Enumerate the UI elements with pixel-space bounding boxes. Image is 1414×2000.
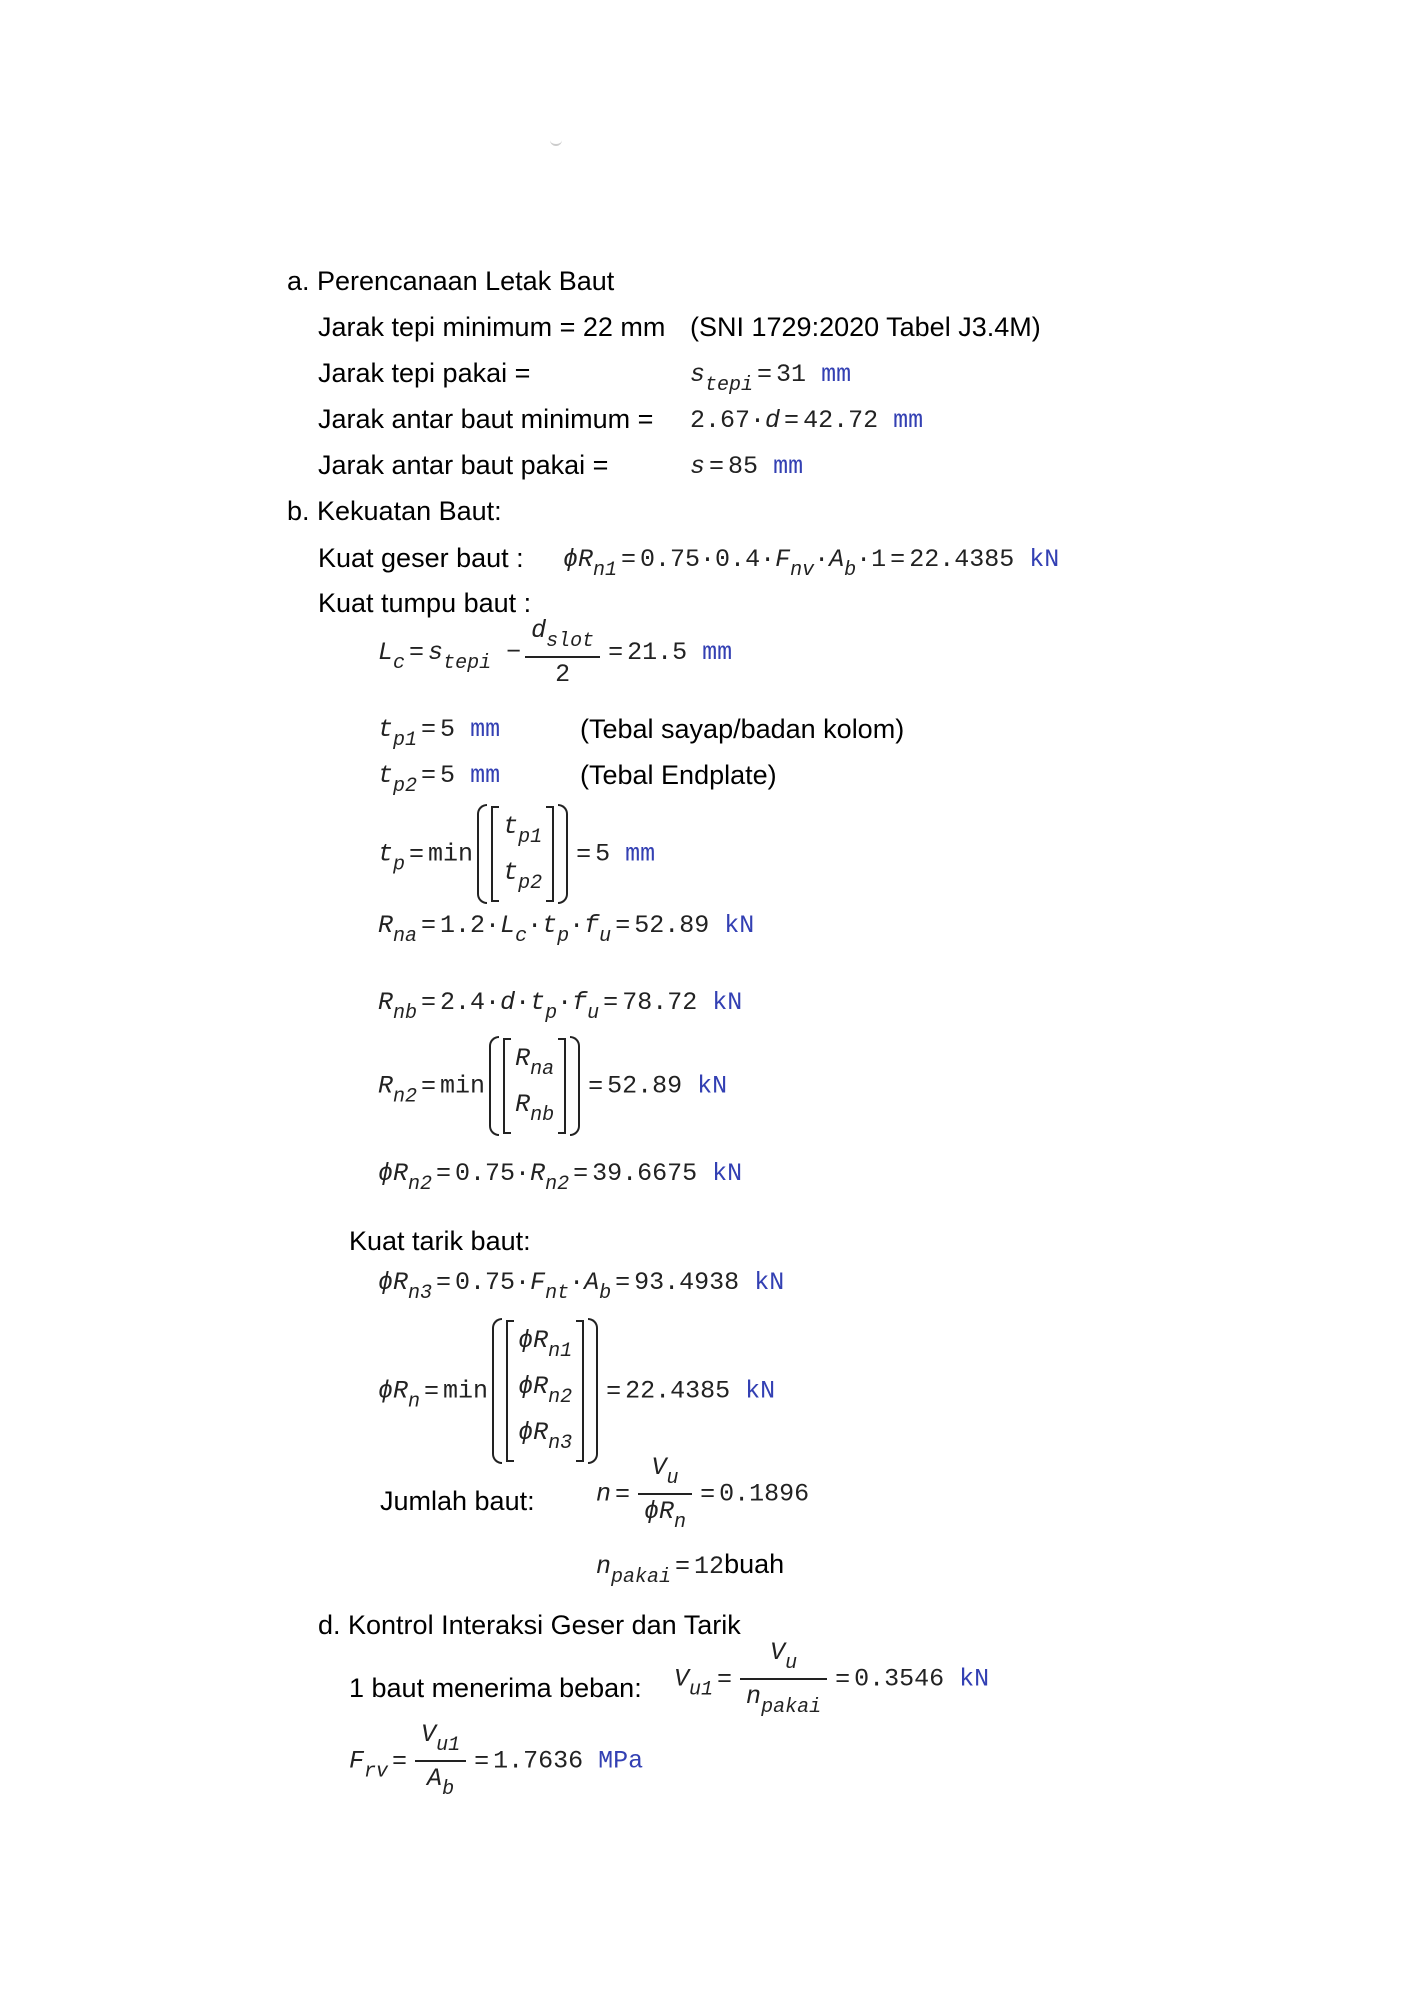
scan-mark [550,140,562,146]
phi-rn-min-formula: $\phi R_n = \min$ $\phi R_{n1}$ $\phi R_{n2}$ $\phi R_{n3}$ = 22.4385 kN [378,1318,775,1464]
jarak-tepi-pakai-label: Jarak tepi pakai = [318,358,531,388]
tp2-note: (Tebal Endplate) [580,760,777,790]
tp1-note: (Tebal sayap/badan kolom) [580,714,905,744]
section-b-heading: b. Kekuatan Baut: [287,496,502,526]
jarak-antar-min-formula: 2.67·d = 42.72 mm [690,406,924,435]
npakai-formula: $n_{pakai}$ = 12buah [596,1549,785,1589]
jumlah-baut-label: Jumlah baut: [380,1486,535,1516]
section-a-heading: a. Perencanaan Letak Baut [287,266,615,296]
phi-rn1-formula: $\phi R_{n1} = 0.75\cdot 0.4\cdot F_{nv}\cdot A_b\cdot 1 = 22.4385$ kN [563,545,1060,582]
tp-min-formula: $t_p = \min$ $t_{p1}$ $t_{p2}$ = 5 mm [378,804,655,904]
sni-reference: (SNI 1729:2020 Tabel J3.4M) [690,312,1041,342]
jarak-antar-min-label: Jarak antar baut minimum = [318,404,654,434]
kuat-tumpu-label: Kuat tumpu baut : [318,588,532,618]
beban-label: 1 baut menerima beban: [349,1673,642,1703]
phi-rn2-formula: $\phi R_{n2} = 0.75\cdot R_{n2} = 39.6675$ kN [378,1159,743,1196]
tp1-formula: $t_{p1} = 5$ mm [378,715,501,752]
s-formula: s = 85 mm [690,452,804,481]
frv-formula: $F_{rv}$ = $\frac{V_{u1}}{A_b}$ = 1.7636 MPa [349,1720,644,1801]
vu1-formula: $V_{u1}$ = $\frac{V_u}{n_{pakai}}$ = 0.3546 kN [674,1638,990,1719]
jarak-antar-pakai-label: Jarak antar baut pakai = [318,450,609,480]
rn2-min-formula: $R_{n2} = \min$ $R_{na}$ $R_{nb}$ = 52.89 kN [378,1036,727,1136]
lc-formula: $L_c = s_{tepi}$ − $\frac{d_{slot}}{2}$ = 21.5 mm [378,616,733,689]
n-formula: n = $\frac{V_u}{\phi R_n}$ = 0.1896 [596,1453,810,1534]
s-tepi-formula: $s_{tepi} = 31$ mm [690,360,852,397]
phi-rn3-formula: $\phi R_{n3} = 0.75\cdot F_{nt}\cdot A_b = 93.4938$ kN [378,1268,785,1305]
jarak-tepi-min-label: Jarak tepi minimum = 22 mm [318,312,666,342]
rnb-formula: $R_{nb} = 2.4\cdot d\cdot t_p\cdot f_u = 78.72$ kN [378,988,743,1025]
tp2-formula: $t_{p2} = 5$ mm [378,761,501,798]
kuat-tarik-label: Kuat tarik baut: [349,1226,531,1256]
rna-formula: $R_{na} = 1.2\cdot L_c\cdot t_p\cdot f_u = 52.89$ kN [378,911,755,948]
section-d-heading: d. Kontrol Interaksi Geser dan Tarik [318,1610,741,1640]
kuat-geser-label: Kuat geser baut : [318,543,524,573]
